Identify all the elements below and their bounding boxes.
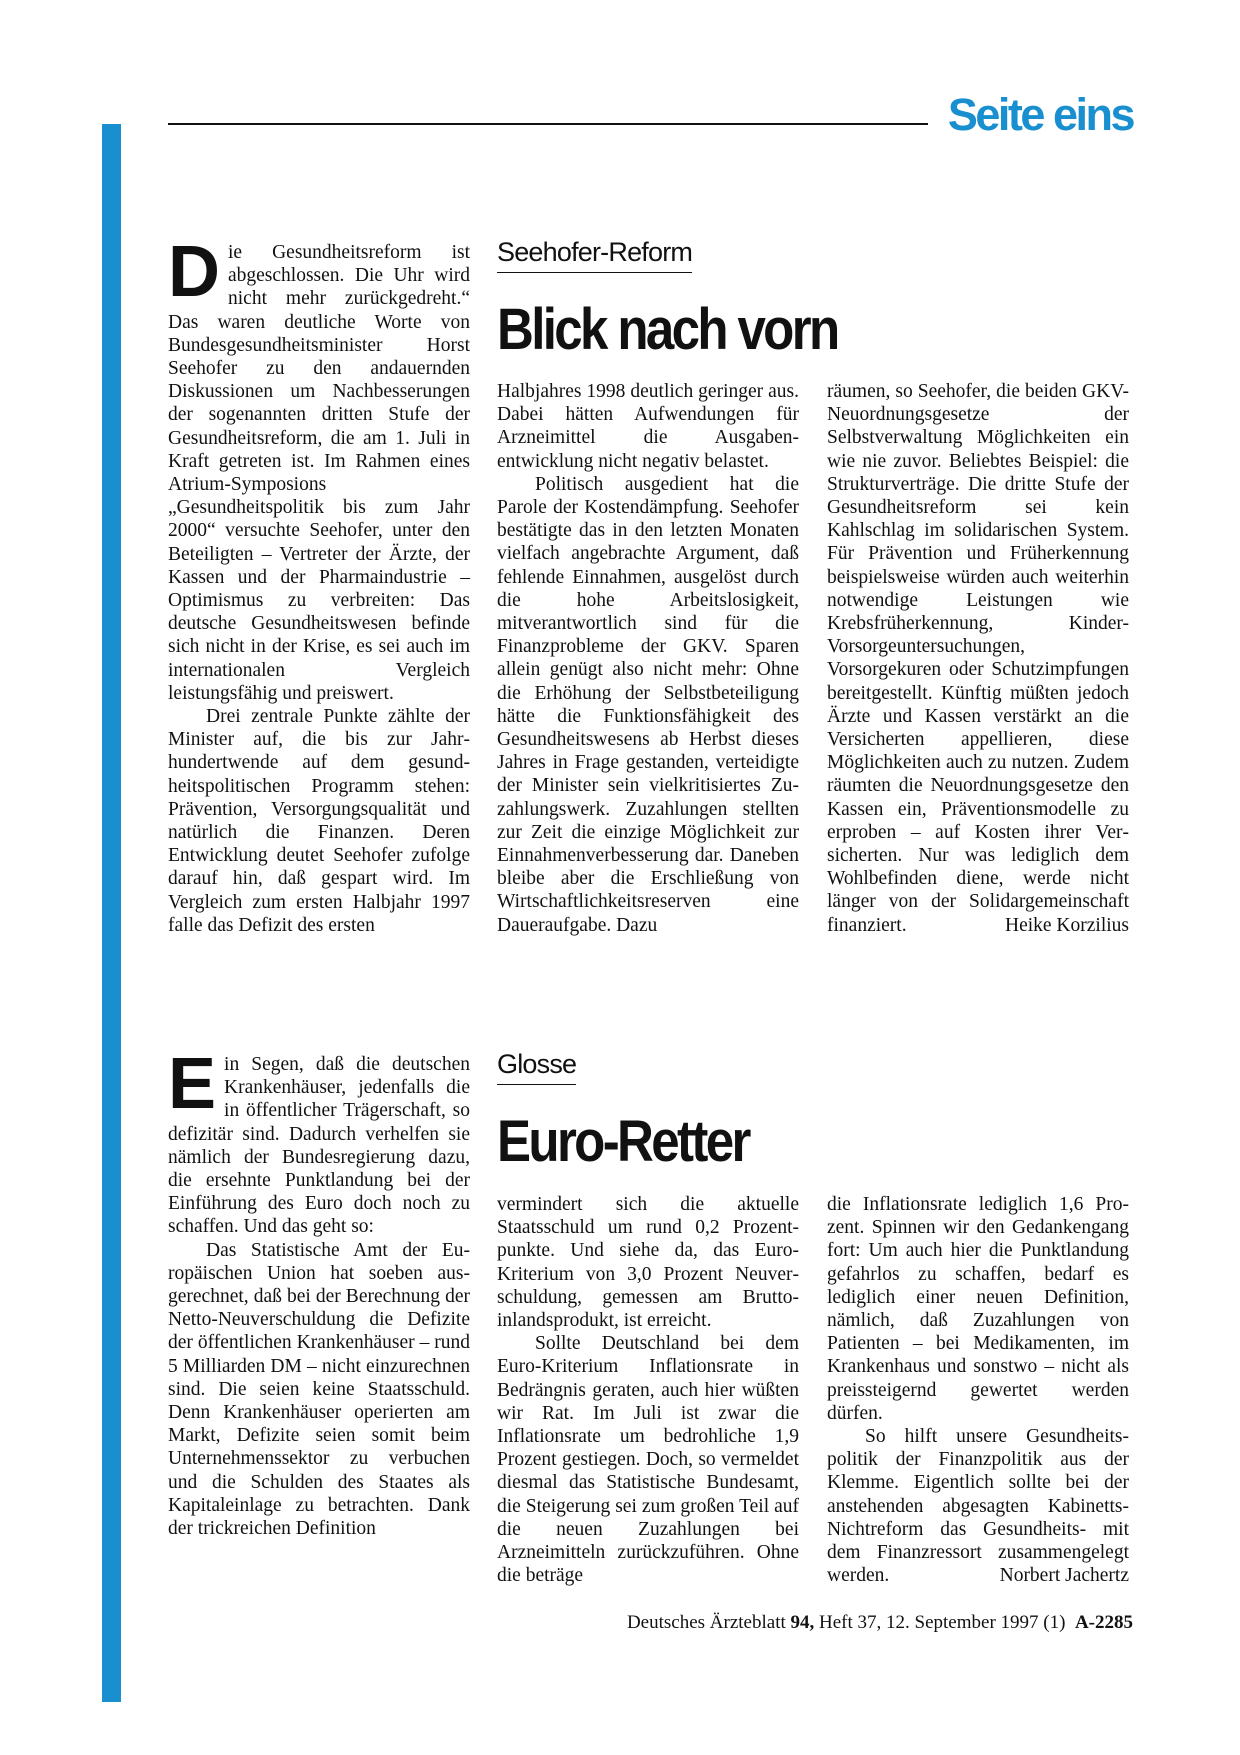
paragraph: vermindert sich die aktuelle Staatsschuld um rund 0,2 Prozentpunkte. Und siehe da, das Euro-Kriterium von 3,0 Prozent Neuverschuldung, gemessen am Bruttoinlandsprodukt, ist erreicht. [497, 1194, 799, 1332]
paragraph [827, 1425, 1129, 1587]
author-byline: Norbert Jachertz [999, 1565, 1129, 1587]
page-number: A-2285 [1074, 1612, 1133, 1633]
page-footer [627, 1612, 1133, 1634]
article2-column-3 [827, 1193, 1129, 1587]
dropcap: E [168, 1044, 217, 1124]
section-title: Seite eins [947, 89, 1133, 140]
author-byline: Heike Korzilius [1004, 914, 1129, 936]
paragraph: in Segen, daß die deutschen Krankenhäuser, jedenfalls die in öffentlicher Trägerschaft, so defizitär sind. Dadurch verhelfen sie nämlich der Bundesregierung dazu, die ersehnte Punktlandung bei der Einführung des Euro doch noch zu schaffen. Und das geht so: [168, 1054, 470, 1238]
article2-column-2 [497, 1193, 799, 1587]
paragraph: Sollte Deutschland bei dem Euro-Kriterium Inflationsrate in Bedrängnis geraten, auch hier wüßten wir Rat. Im Juli ist zwar die Inflationsrate um bedrohliche 1,9 Prozent gestiegen. Doch, so vermeldet diesmal das Statistische Bundesamt, die Steigerung sei zum großen Teil auf die neuen Zuzahlungen bei Arzneimitteln zurückzuführen. Ohne die beträge [497, 1333, 799, 1587]
paragraph: die Inflationsrate lediglich 1,6 Prozent. Spinnen wir den Gedankengang fort: Um auch hier die Punktlandung gefahrlos zu schaffen, bedarf es lediglich einer neuen Definition, nämlich, daß Zuzahlungen von Patienten – bei Medikamenten, im Krankenhaus und sonstwo – nicht als preissteigernd gewertet werden dürfen. [827, 1194, 1129, 1424]
journal-name: Deutsches Ärzteblatt [626, 1612, 786, 1633]
issue-info: Heft 37, 12. September 1997 (1) [819, 1612, 1066, 1633]
article2-headline: Euro-Retter [497, 1109, 749, 1174]
paragraph: Drei zentrale Punkte zählte der Minister auf, die bis zur Jahrhundertwende auf dem gesundheitspolitischen Programm stehen: Prävention, Versorgungsqualität und natürlich die Finanzen. Deren Entwicklung deutet Seehofer zufolge darauf hin, daß gespart wird. Im Vergleich zum ersten Halbjahr 1997 falle das Defizit des ersten [168, 706, 470, 936]
paragraph: Politisch ausgedient hat die Parole der Kostendämpfung. Seehofer bestätigte das in den letzten Monaten vielfach angebrachte Argument, daß fehlende Einnahmen, ausgelöst durch die hohe Arbeitslosigkeit, mitverantwortlich sind für die Finanzprobleme der GKV. Sparen allein genügt also nicht mehr: Ohne die Erhöhung der Selbstbeteiligung hätte die Funktionsfähigkeit des Gesundheitswesens ab Herbst dieses Jahres in Frage gestanden, verteidigte der Minister sein vielkritisiertes Zuzahlungswerk. Zuzahlungen stellten zur Zeit die einzige Möglichkeit zur Einnahmenverbesserung dar. Daneben bleibe aber die Erschließung von Wirtschaftlichkeitsreserven eine Daueraufgabe. Dazu [497, 473, 799, 936]
article2-column-1 [168, 1044, 470, 1540]
article1-column-3 [827, 380, 1129, 937]
dropcap: D [168, 232, 220, 312]
article1-column-1 [168, 232, 470, 937]
article1-headline: Blick nach vorn [497, 297, 838, 362]
paragraph: ie Gesundheitsreform ist abgeschlossen. Die Uhr wird nicht mehr zurückgedreht.“ Das waren deutliche Worte von Bundesgesundheitsminister Horst Seehofer zu den andauernden Diskussionen um Nachbesserungen der sogenannten dritten Stufe der Gesundheitsreform, die am 1. Juli in Kraft getreten ist. Im Rahmen eines Atrium-Symposions „Gesundheitspolitik bis zum Jahr 2000“ versuchte Seehofer, unter den Beteiligten – Vertreter der Ärzte, der Kassen und der Pharmaindustrie – Optimismus zu verbreiten: Das deutsche Gesundheitswesen befinde sich nicht in der Krise, es sei auch im internationalen Vergleich leistungsfähig und preiswert. [168, 242, 470, 704]
paragraph-text: So hilft unsere Gesundheitspolitik der Finanzpolitik aus der Klemme. Eigentlich sollte bei der anstehenden abgesagten Kabinetts-Nichtreform das Gesundheits- mit dem Finanzressort zusammengelegt werden. [827, 1426, 1129, 1587]
paragraph: Halbjahres 1998 deutlich geringer aus. Dabei hätten Aufwendungen für Arzneimittel die Ausgabenentwicklung nicht negativ belastet. [497, 381, 799, 472]
paragraph [827, 380, 1129, 937]
paragraph-text: räumen, so Seehofer, die beiden GKV-Neuordnungsgesetze der Selbstverwaltung Möglichkeiten ein wie nie zuvor. Beliebtes Beispiel: die Strukturverträge. Die dritte Stufe der Gesundheitsreform sei kein Kahlschlag im solidarischen System. Für Prävention und Früherkennung beispielsweise würden auch weiterhin notwendige Leistungen wie Krebsfrüherkennung, Kinder-Vorsorgeuntersuchungen, Vorsorgekuren oder Schutzimpfungen bereitgestellt. Künftig müßten jedoch Ärzte und Kassen verstärkt an die Versicherten appellieren, diese Möglichkeiten auch zu nutzen. Zudem räumten die Neuordnungsgesetze den Kassen ein, Präventionsmodelle zu erproben – auf Kosten ihrer Versicherten. Nur was lediglich dem Wohlbefinden diene, werde nicht länger von der Solidargemeinschaft finanziert. [827, 381, 1129, 936]
paragraph: Das Statistische Amt der Europäischen Union hat soeben ausgerechnet, daß bei der Berechnung der Netto-Neuverschuldung die Defizite der öffentlichen Krankenhäuser – rund 5 Milliarden DM – nicht einzurechnen sind. Die seien keine Staatsschuld. Denn Krankenhäuser operierten am Markt, Defizite seien somit beim Unternehmenssektor zu verbuchen und die Schulden des Staates als Kapitaleinlage zu betrachten. Dank der trickreichen Definition [168, 1239, 470, 1540]
accent-sidebar [102, 124, 121, 1702]
article2-kicker: Glosse [497, 1051, 576, 1085]
article1-kicker: Seehofer-Reform [497, 239, 692, 273]
article1-column-2 [497, 380, 799, 937]
header-rule [168, 123, 928, 125]
journal-volume: 94, [790, 1612, 815, 1633]
